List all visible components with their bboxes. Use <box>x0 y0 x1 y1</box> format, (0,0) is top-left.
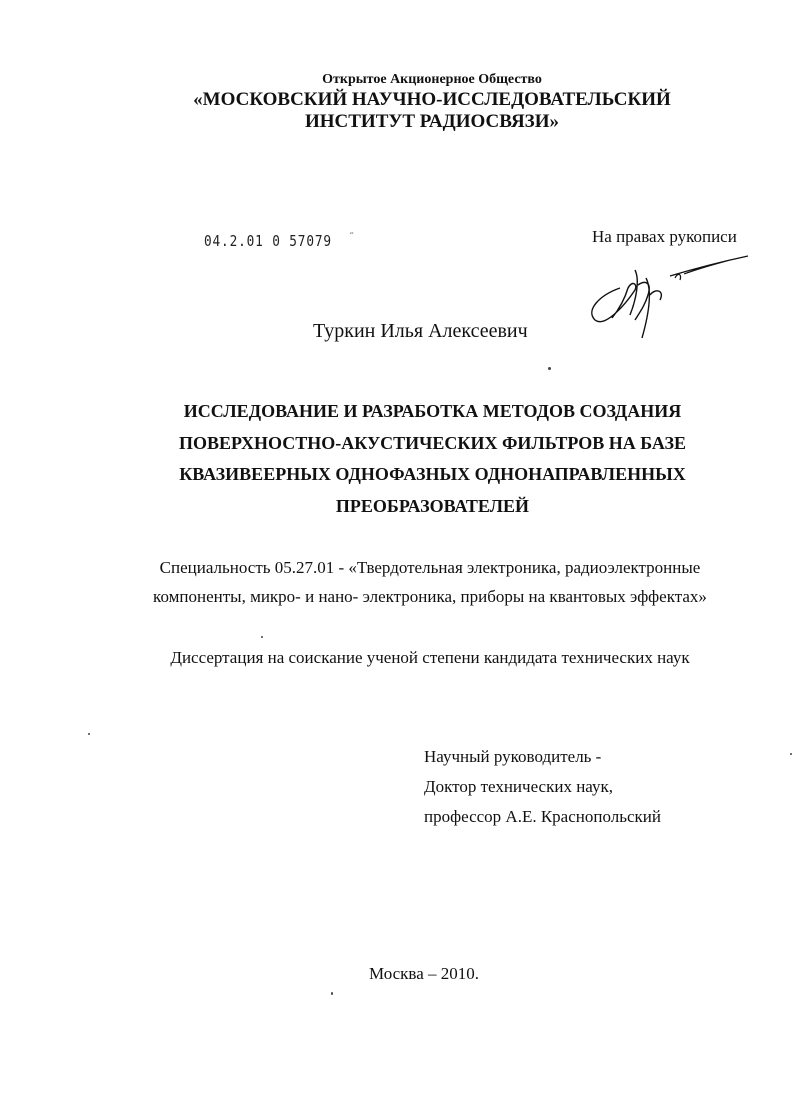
specialty <box>60 553 794 611</box>
speck <box>331 992 333 995</box>
advisor-line: Доктор технических наук, <box>424 777 613 796</box>
regnum-mark: ˝ <box>350 232 354 243</box>
title-line: ПОВЕРХНОСТНО-АКУСТИЧЕСКИХ ФИЛЬТРОВ НА БАЗЕ <box>179 432 686 453</box>
registration-number: 04.2.01 0 57079 <box>204 232 332 250</box>
speck <box>790 753 792 755</box>
title-line: КВАЗИВЕЕРНЫХ ОДНОФАЗНЫХ ОДНОНАПРАВЛЕННЫХ <box>179 464 686 484</box>
city-year: Москва – 2010. <box>369 964 480 983</box>
speck <box>88 733 90 735</box>
degree-statement: Диссертация на соискание ученой степени кандидата технических наук <box>170 648 690 667</box>
organization-type: Открытое Акционерное Общество <box>322 72 542 87</box>
speck <box>261 636 263 638</box>
specialty-line: Специальность 05.27.01 - «Твердотельная электроника, радиоэлектронные <box>159 558 701 577</box>
author-name: Туркин Илья Алексеевич <box>313 320 528 342</box>
title-line: ПРЕОБРАЗОВАТЕЛЕЙ <box>335 495 530 516</box>
title-line: ИССЛЕДОВАНИЕ И РАЗРАБОТКА МЕТОДОВ СОЗДАНИЯ <box>183 401 682 421</box>
organization-name-line1: «МОСКОВСКИЙ НАУЧНО-ИССЛЕДОВАТЕЛЬСКИЙ <box>193 89 671 110</box>
specialty-line: компоненты, микро- и нано- электроника, приборы на квантовых эффектах» <box>153 587 707 606</box>
signature-image <box>580 250 760 350</box>
dissertation-title <box>100 396 765 522</box>
advisor-block <box>424 742 661 832</box>
advisor-line: профессор А.Е. Краснопольский <box>424 807 661 826</box>
advisor-line: Научный руководитель - <box>424 747 602 766</box>
speck <box>548 367 551 370</box>
organization-name-line2: ИНСТИТУТ РАДИОСВЯЗИ» <box>304 111 559 132</box>
rights-note: На правах рукописи <box>592 227 737 246</box>
